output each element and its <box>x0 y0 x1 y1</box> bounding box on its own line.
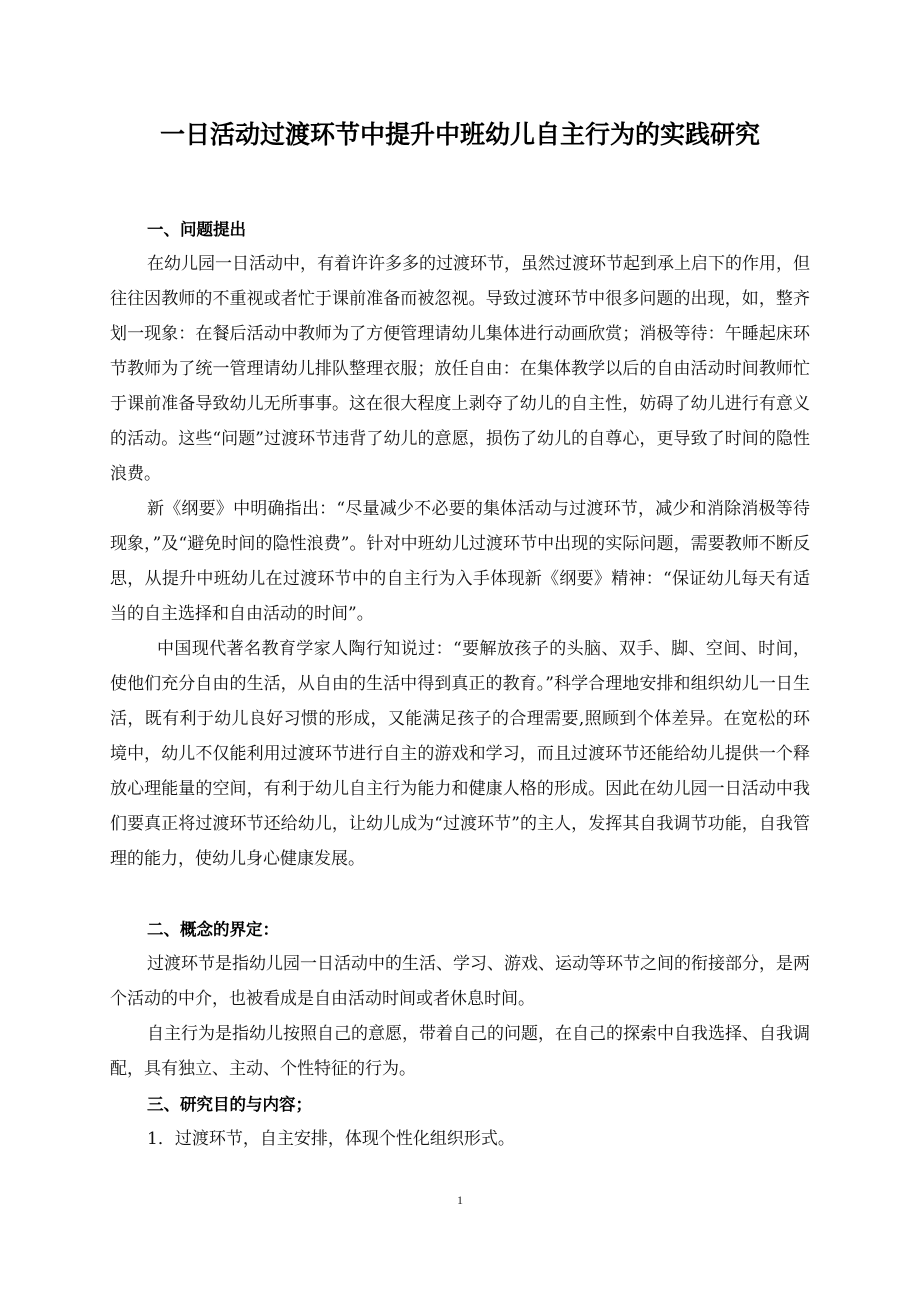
section-heading-problem: 一、问题提出 <box>147 220 246 239</box>
section-heading-definition: 二、概念的界定： <box>147 920 279 939</box>
page-number: 1 <box>457 1193 463 1207</box>
paragraph-problem-2: 新《纲要》中明确指出：“尽量减少不必要的集体活动与过渡环节，减少和消除消极等待现象，”及“避免时间的隐性浪费”。针对中班幼儿过渡环节中出现的实际问题，需要教师不断反思，从提升中班幼儿在过渡环节中的自主行为入手体现新《纲要》精神：“保证幼儿每天有适当的自主选择和自由活动的时间”。 <box>110 499 810 624</box>
paragraph-definition-1: 过渡环节是指幼儿园一日活动中的生活、学习、游戏、运动等环节之间的衔接部分，是两个活动的中介，也被看成是自由活动时间或者休息时间。 <box>110 954 810 1009</box>
document-body <box>110 212 810 1157</box>
section-spacer <box>110 877 810 912</box>
paragraph-problem-3: 中国现代著名教育学家人陶行知说过：“要解放孩子的头脑、双手、脚、空间、时间，使他们充分自由的生活，从自由的生活中得到真正的教育。”科学合理地安排和组织幼儿一日生活，既有利于幼儿良好习惯的形成，又能满足孩子的合理需要,照顾到个体差异。在宽松的环境中，幼儿不仅能利用过渡环节进行自主的游戏和学习，而且过渡环节还能给幼儿提供一个释放心理能量的空间，有利于幼儿自主行为能力和健康人格的形成。因此在幼儿园一日活动中我们要真正将过渡环节还给幼儿，让幼儿成为“过渡环节”的主人，发挥其自我调节功能，自我管理的能力，使幼儿身心健康发展。 <box>110 639 810 869</box>
section-heading-purpose: 三、研究目的与内容； <box>147 1095 312 1114</box>
paragraph-definition-2: 自主行为是指幼儿按照自己的意愿，带着自己的问题，在自己的探索中自我选择、自我调配，具有独立、主动、个性特征的行为。 <box>110 1024 810 1079</box>
document-title: 一日活动过渡环节中提升中班幼儿自主行为的实践研究 <box>159 120 760 149</box>
list-item-purpose-1: 1．过渡环节，自主安排，体现个性化组织形式。 <box>147 1129 515 1149</box>
paragraph-problem-1: 在幼儿园一日活动中，有着许许多多的过渡环节，虽然过渡环节起到承上启下的作用，但往往因教师的不重视或者忙于课前准备而被忽视。导致过渡环节中很多问题的出现，如，整齐划一现象：在餐后活动中教师为了方便管理请幼儿集体进行动画欣赏；消极等待：午睡起床环节教师为了统一管理请幼儿排队整理衣服；放任自由：在集体教学以后的自由活动时间教师忙于课前准备导致幼儿无所事事。这在很大程度上剥夺了幼儿的自主性，妨碍了幼儿进行有意义的活动。这些“问题”过渡环节违背了幼儿的意愿，损伤了幼儿的自尊心，更导致了时间的隐性浪费。 <box>110 254 810 484</box>
